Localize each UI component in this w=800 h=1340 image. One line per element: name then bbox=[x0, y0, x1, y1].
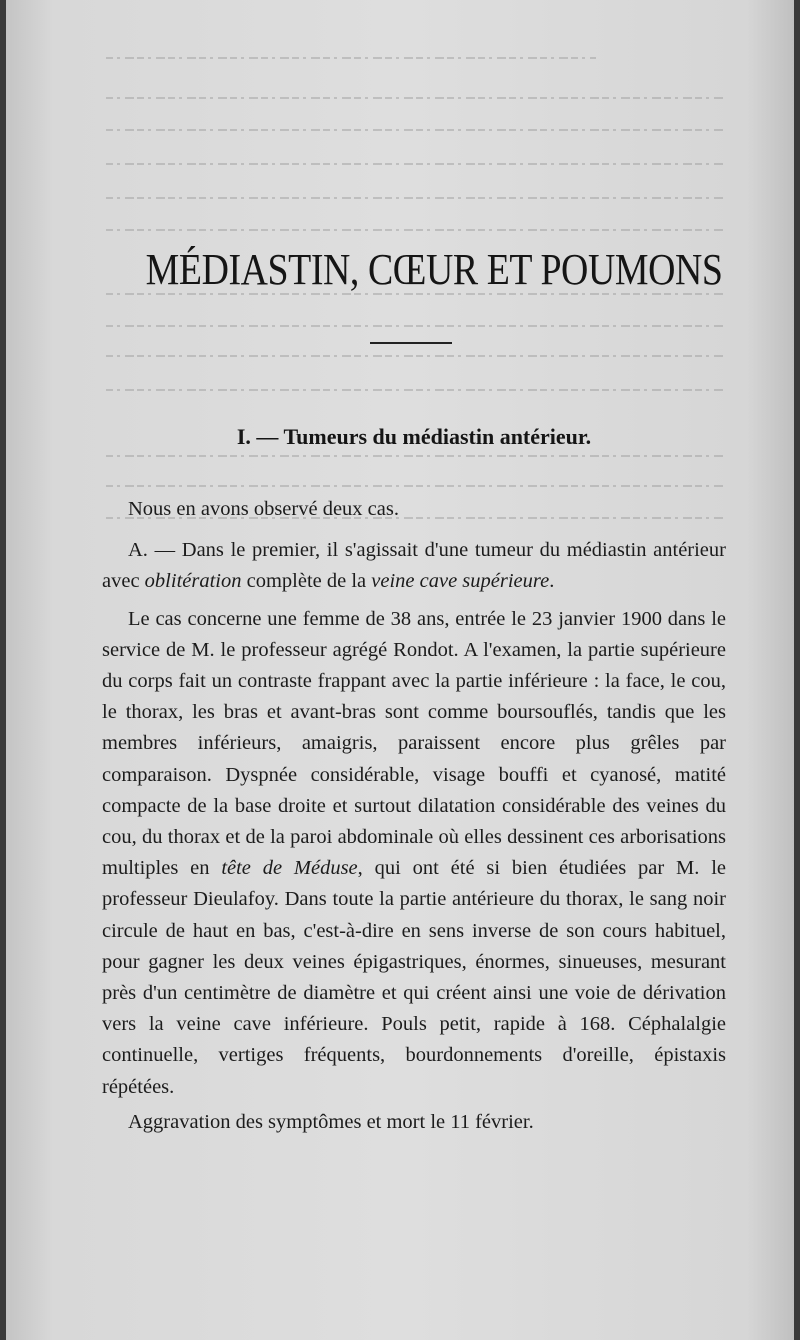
case-a-mid: complète de la bbox=[241, 570, 372, 593]
case-detail-part-2: , qui ont été si bien étudiées par M. le professeur Dieulafoy. Dans toute la partie antérieure du thorax, le sang noir circule de haut en bas, c'est-à-dire en sens inverse de son cours habituel, pour gagner les deux veines épigastriques, énormes, sinueuses, mesurant près d'un centimètre de diamètre et qui créent ainsi une voie de dérivation vers la veine cave inférieure. Pouls petit, rapide à 168. Céphalalgie continuelle, vertiges fréquents, bourdonnements d'oreille, épistaxis répétées. bbox=[102, 857, 726, 1098]
paragraph-case-detail bbox=[102, 604, 726, 1103]
body-text bbox=[102, 494, 726, 1138]
title-rule bbox=[370, 342, 452, 344]
paragraph-intro: Nous en avons observé deux cas. bbox=[128, 498, 399, 520]
section-heading: I. — Tumeurs du médiastin antérieur. bbox=[236, 424, 592, 449]
book-page bbox=[6, 0, 794, 1340]
chapter-title: MÉDIASTIN, CŒUR ET POUMONS bbox=[145, 245, 723, 294]
paragraph-case-a bbox=[102, 535, 726, 597]
paragraph-closing: Aggravation des symptômes et mort le 11 février. bbox=[128, 1110, 534, 1133]
case-detail-part-1: Le cas concerne une femme de 38 ans, entrée le 23 janvier 1900 dans le service de M. le professeur agrégé Rondot. A l'examen, la partie supérieure du corps fait un contraste frappant avec la partie inférieure : la face, le cou, le thorax, les bras et avant-bras sont comme boursouflés, tandis que les membres inférieurs, amaigris, paraissent encore plus grêles par comparaison. Dyspnée considérable, visage bouffi et cyanosé, matité compacte de la base droite et surtout dilatation considérable des veines du cou, du thorax et de la paroi abdominale où elles dessinent ces arborisations multiples en bbox=[102, 607, 726, 880]
case-detail-emphasis: tête de Méduse bbox=[221, 857, 358, 880]
case-a-emphasis-1: oblitération bbox=[144, 570, 242, 593]
case-a-emphasis-2: veine cave supérieure bbox=[371, 570, 550, 593]
case-a-tail: . bbox=[549, 570, 555, 593]
case-a-lead: A. — Dans le premier, il s'agissait d'une tumeur du médiastin antérieur avec bbox=[102, 539, 726, 593]
